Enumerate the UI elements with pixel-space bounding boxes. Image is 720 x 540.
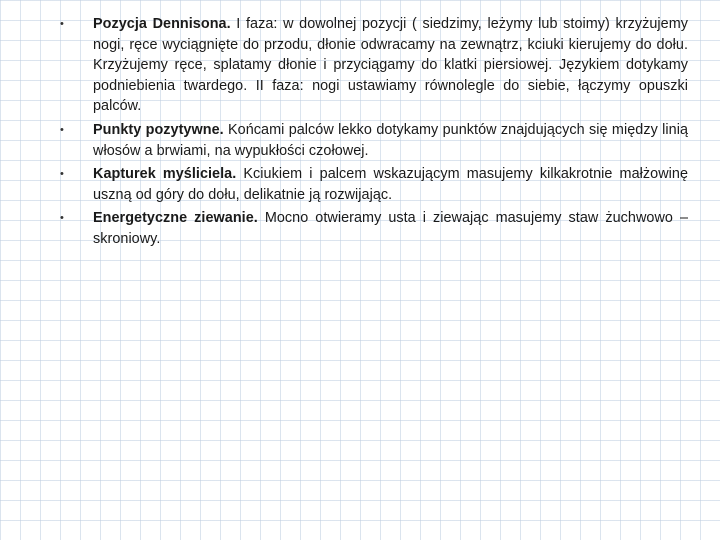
list-item-positive-points xyxy=(60,120,688,161)
bullet-icon: • xyxy=(60,123,64,136)
item-description: Kciukiem i palcem wskazującym masujemy kilkakrotnie małżowinę uszną od góry do dołu, delikatnie ją rozwijając. xyxy=(93,166,688,203)
bullet-icon: • xyxy=(60,18,64,30)
item-term: Punkty pozytywne. xyxy=(93,121,224,138)
list-item-thinking-cap xyxy=(60,164,688,205)
item-description: Mocno otwieramy usta i ziewając masujemy staw żuchwowo – skroniowy. xyxy=(93,210,689,247)
item-term: Kapturek myśliciela. xyxy=(93,166,237,183)
item-term: Energetyczne ziewanie. xyxy=(93,210,258,227)
exercise-list xyxy=(60,14,688,253)
item-description: I faza: w dowolnej pozycji ( siedzimy, leżymy lub stoimy) krzyżujemy nogi, ręce wyciągnięte do przodu, dłonie odwracamy na zewnątrz, kciuki kierujemy do dołu. Krzyżujemy ręce, splatamy dłonie i przyciągamy do klatki piersiowej. Językiem dotykamy podniebienia twardego. II faza: nogi ustawiamy równolegle do siebie, łączymy opuszki palców. xyxy=(93,16,688,115)
list-item-dennison-position xyxy=(60,14,688,117)
list-item-energy-yawn xyxy=(60,208,688,249)
bullet-icon: • xyxy=(60,168,64,181)
bullet-icon: • xyxy=(60,212,64,225)
item-description: Końcami palców lekko dotykamy punktów znajdujących się między linią włosów a brwiami, na wypukłości czołowej. xyxy=(93,121,689,159)
item-term: Pozycja Dennisona. xyxy=(93,16,231,32)
